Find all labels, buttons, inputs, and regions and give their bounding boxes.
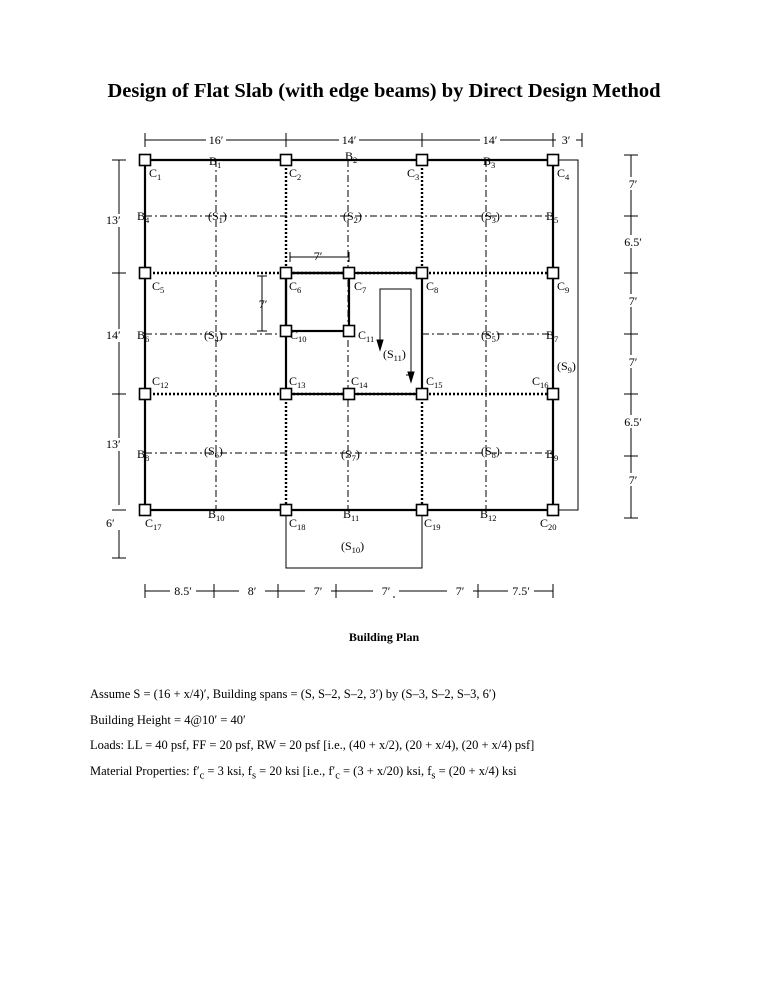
material-properties-text: Material Properties: $f'_c = 3$ ksi, $f_s = 20$ ksi [i.e., $f'_c = (3 + x/20)$ ksi, $f_s = (20 + x/4)$ ksi (90, 764, 517, 782)
column-label: $C_{18}$ (289, 516, 306, 532)
beam-label: $B_8$ (137, 447, 150, 463)
column-label: $C_{11}$ (358, 328, 375, 344)
column (281, 505, 292, 516)
column (417, 389, 428, 400)
right-dimension-label: 7′ (628, 473, 638, 487)
column-label: $C_5$ (152, 279, 165, 295)
left-dimension-label: 13′ (106, 437, 121, 451)
column-label: $C_{12}$ (152, 374, 169, 390)
column (281, 155, 292, 166)
left-dimension-label: 14′ (106, 328, 121, 342)
column (548, 505, 559, 516)
bottom-dimension-label: 7′ (313, 584, 323, 598)
column (548, 268, 559, 279)
right-dimension-label: 6.5′ (624, 235, 642, 249)
building-height-text: Building Height = 4@10′ = 40′ (90, 713, 246, 727)
column-label: $C_2$ (289, 166, 302, 182)
column-label: $C_{14}$ (351, 374, 368, 390)
column (140, 389, 151, 400)
page-title: Design of Flat Slab (with edge beams) by Direct Design Method (107, 80, 661, 102)
right-dimension-label: 7′ (628, 294, 638, 308)
beam-label: $B_3$ (483, 154, 496, 170)
column (140, 268, 151, 279)
column-label: $C_4$ (557, 166, 570, 182)
column (548, 155, 559, 166)
column-label: $C_{16}$ (532, 374, 549, 390)
column-label: $C_7$ (354, 279, 367, 295)
beam-label: $B_7$ (546, 328, 559, 344)
left-dimension-label: 6′ (106, 516, 115, 530)
inner-dimension-label: 7′ (313, 249, 323, 263)
column (417, 155, 428, 166)
column-label: $C_{13}$ (289, 374, 306, 390)
stair-arrow-head (408, 372, 414, 382)
bottom-dimension-label: 7.5′ (512, 584, 530, 598)
slab-label: $(S_1)$ (208, 209, 227, 225)
column (344, 389, 355, 400)
beam-label: $B_{12}$ (480, 507, 497, 523)
column (344, 268, 355, 279)
slab-label: $(S_8)$ (481, 444, 500, 460)
column (548, 389, 559, 400)
slab-label: $(S_2)$ (343, 209, 362, 225)
column (140, 505, 151, 516)
inner-dimension-label: 7′ (258, 297, 268, 311)
column (344, 326, 355, 337)
right-dimension-label: 7′ (628, 355, 638, 369)
beam-label: $B_1$ (209, 154, 222, 170)
beam-label: $B_4$ (137, 209, 150, 225)
column-label: $C_{15}$ (426, 374, 443, 390)
column-label: $C_{20}$ (540, 516, 557, 532)
column-label: $C_{19}$ (424, 516, 441, 532)
column (281, 389, 292, 400)
top-dimension-label: 16′ (208, 133, 224, 147)
beam-label: $B_9$ (546, 447, 559, 463)
right-dimension-label: 7′ (628, 177, 638, 191)
beam-label: $B_6$ (137, 328, 150, 344)
column-label: $C_9$ (557, 279, 570, 295)
top-dimension-label: 14′ (482, 133, 498, 147)
column-label: $C_{17}$ (145, 516, 162, 532)
slab-label: $(S_4)$ (204, 328, 223, 344)
right-dimension-label: 6.5′ (624, 415, 642, 429)
bottom-dimension-label: 8′ (247, 584, 257, 598)
beam-label: $B_{10}$ (208, 507, 225, 523)
column-label: $C_6$ (289, 279, 302, 295)
top-dimension-label: 14′ (341, 133, 357, 147)
column (281, 268, 292, 279)
column-label: $C_{10}$ (290, 328, 307, 344)
column-label: $C_8$ (426, 279, 439, 295)
assumption-text: Assume S = (16 + x/4)′, Building spans = (S, S–2, S–2, 3′) by (S–3, S–2, S–3, 6′) (90, 687, 496, 701)
slab-label: $(S_7)$ (341, 447, 360, 463)
bottom-dimension-label: 8.5′ (174, 584, 192, 598)
column (417, 505, 428, 516)
top-dimension-label: 3′ (561, 133, 571, 147)
slab-label: $(S_3)$ (481, 209, 500, 225)
beam-label: $B_{11}$ (343, 507, 360, 523)
figure-caption: Building Plan (348, 630, 420, 644)
slab-label: $(S_{11})$ (383, 347, 406, 363)
slab-label: $(S_6)$ (204, 444, 223, 460)
bottom-dimension-label: 7′ (381, 584, 391, 598)
slab-label: $(S_9)$ (557, 359, 576, 375)
column (140, 155, 151, 166)
left-dimension-label: 13′ (106, 213, 121, 227)
bottom-dimension-label: 7′ (455, 584, 465, 598)
slab-label: $(S_5)$ (481, 328, 500, 344)
beam-label: $B_5$ (546, 209, 559, 225)
column (417, 268, 428, 279)
loads-text: Loads: LL = 40 psf, FF = 20 psf, RW = 20 psf [i.e., (40 + x/2), (20 + x/4), (20 + x/4) psf] (90, 738, 535, 752)
column-label: $C_3$ (407, 166, 420, 182)
beam-label: $B_2$ (345, 149, 358, 165)
column-label: $C_1$ (149, 166, 162, 182)
slab-label: $(S_{10})$ (341, 539, 365, 555)
